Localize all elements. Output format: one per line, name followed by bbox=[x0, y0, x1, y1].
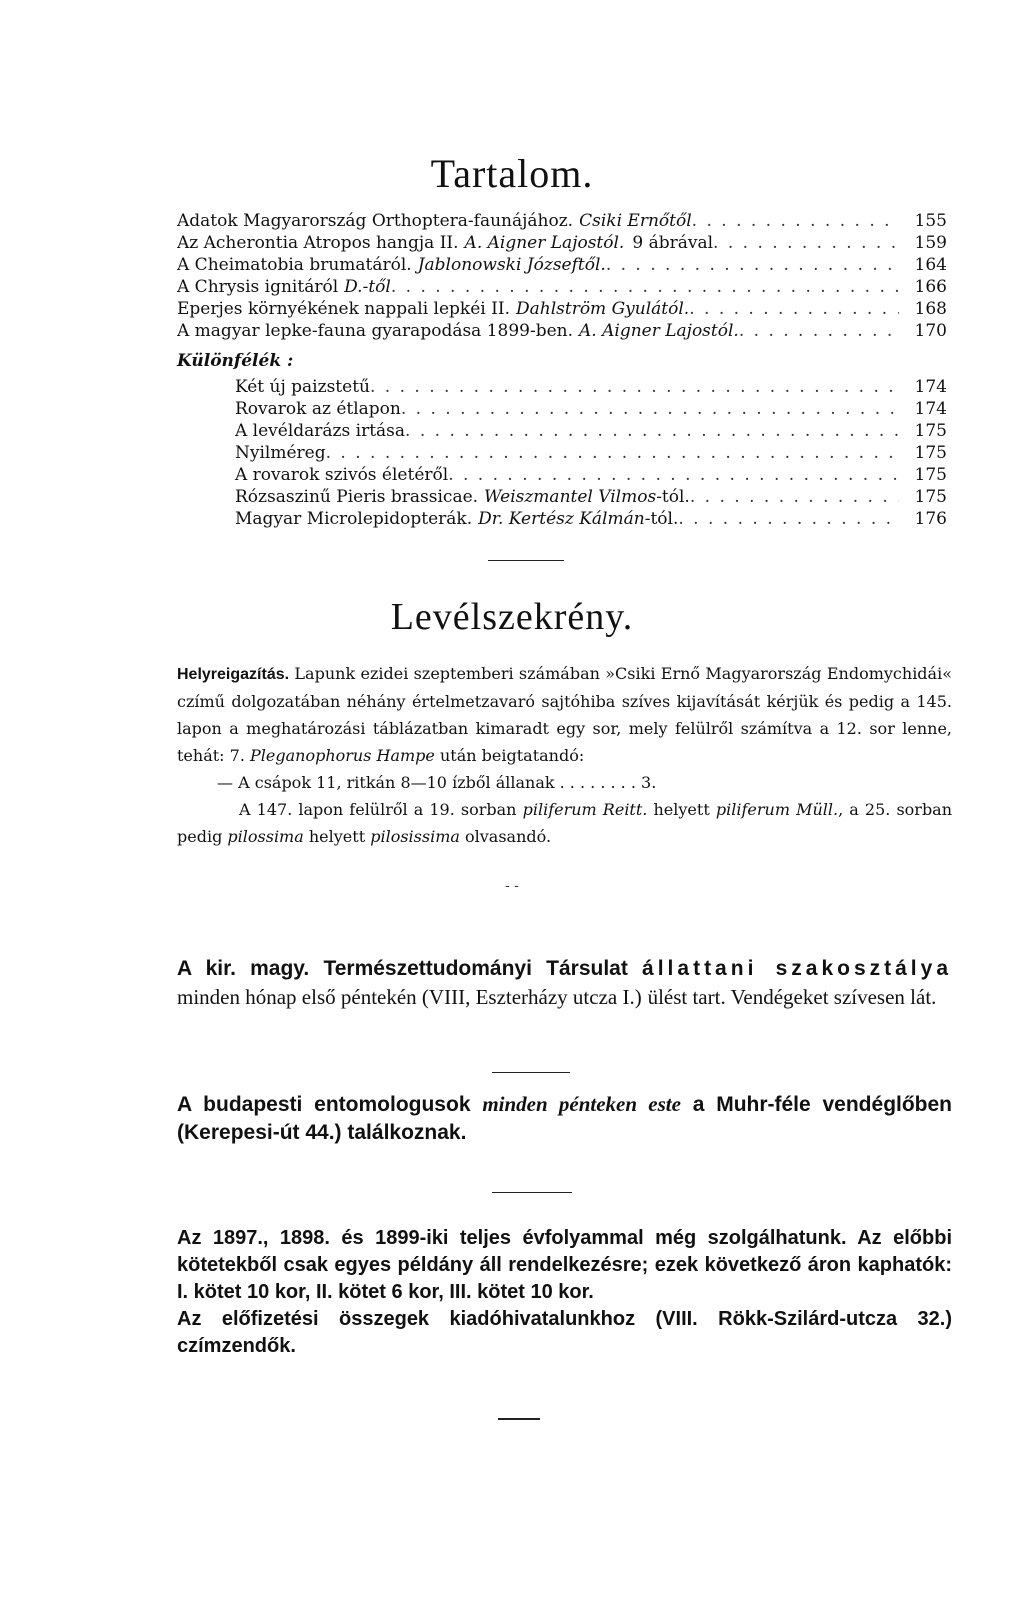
leader-dots bbox=[391, 276, 899, 298]
leader-dots bbox=[401, 398, 899, 420]
toc-page-number: 166 bbox=[914, 277, 947, 297]
toc-entry-title: Adatok Magyarország Orthoptera-faunájához. bbox=[177, 211, 574, 231]
society-notice bbox=[177, 955, 952, 1012]
meeting-notice bbox=[177, 1090, 952, 1147]
toc-entry bbox=[177, 276, 947, 298]
toc-entry bbox=[177, 320, 947, 342]
toc-sub-entry bbox=[177, 398, 947, 420]
species-name: Pleganophorus Hampe bbox=[250, 746, 435, 765]
toc-sub-entry bbox=[177, 376, 947, 398]
species-term: pilossima bbox=[227, 827, 304, 846]
toc-page-number: 174 bbox=[914, 399, 947, 419]
toc-entry-author: A. Aigner Lajostól. bbox=[464, 233, 625, 253]
correction-text: után beigtatandó: bbox=[439, 746, 585, 765]
correction-text: A 147. lapon felülről a 19. sorban bbox=[239, 800, 517, 819]
species-term: piliferum Müll. bbox=[715, 800, 839, 819]
species-term: pilosissima bbox=[370, 827, 460, 846]
toc-page-number: 175 bbox=[914, 465, 947, 485]
meeting-text: a Muhr-féle vendéglőben (Kerepesi-út 44.) találkoznak. bbox=[177, 1093, 953, 1144]
volumes-notice bbox=[177, 1225, 952, 1360]
toc-sub-entry-title: Rózsaszinű Pieris brassicae. bbox=[235, 487, 479, 507]
society-section: állattani szakosztálya bbox=[642, 957, 953, 980]
meeting-text: A budapesti entomologusok bbox=[177, 1093, 471, 1116]
toc-page-number: 175 bbox=[914, 443, 947, 463]
toc-sub-entry-title: Rovarok az étlapon bbox=[235, 399, 401, 419]
toc-page-number: 155 bbox=[914, 211, 947, 231]
toc-sub-entry-title: Nyilméreg bbox=[235, 443, 326, 463]
correction-text: helyett bbox=[653, 800, 710, 819]
correction-notice bbox=[177, 660, 952, 850]
divider: - - bbox=[505, 878, 519, 894]
toc-sub-entry bbox=[177, 508, 947, 530]
leader-dots bbox=[606, 254, 899, 276]
toc-entry-author: Dahlström Gyulától. bbox=[515, 299, 690, 319]
leader-dots bbox=[448, 464, 899, 486]
toc-entry-author: Dr. Kertész Kálmán bbox=[478, 509, 645, 529]
toc-entry-author: Weiszmantel Vilmos bbox=[484, 487, 657, 507]
toc-entry-title: A Cheimatobia brumatáról. bbox=[177, 255, 412, 275]
divider bbox=[488, 560, 564, 561]
toc-entry bbox=[177, 210, 947, 232]
toc-sub-entry-title: Magyar Microlepidopterák. bbox=[235, 509, 473, 529]
correction-text: olvasandó. bbox=[465, 827, 552, 846]
toc-sub-entry bbox=[177, 442, 947, 464]
society-invite: ülést tart. Vendégeket szívesen lát. bbox=[647, 985, 937, 1009]
species-term: piliferum Reitt. bbox=[522, 800, 648, 819]
volumes-text: Az 1897., 1898. és 1899-iki teljes évfolyammal még szolgálhatunk. Az előbbi kötetekből csak egyes példány áll rendelkezésre; ezek következő áron kaphatók: I. kötet 10 kor, II. kötet 6 kor, III. kötet 10 kor. bbox=[177, 1227, 952, 1303]
toc-sub-entry bbox=[177, 420, 947, 442]
contents-title: Tartalom. bbox=[430, 151, 594, 196]
toc-entry bbox=[177, 254, 947, 276]
toc-entry-suffix: -tól. bbox=[644, 509, 679, 529]
subscription-text: Az előfizetési összegek kiadóhivatalunkhoz (VIII. Rökk-Szilárd-utcza 32.) czímzendők. bbox=[177, 1308, 952, 1357]
toc-page-number: 175 bbox=[914, 487, 947, 507]
toc-entry-title: A Chrysis ignitáról bbox=[177, 277, 339, 297]
toc-page-number: 174 bbox=[914, 377, 947, 397]
toc-entry bbox=[177, 232, 947, 254]
table-of-contents bbox=[177, 210, 947, 530]
toc-entry-author: A. Aigner Lajostól. bbox=[579, 321, 739, 341]
toc-entry bbox=[177, 298, 947, 320]
toc-entry-author: Csiki Ernőtől bbox=[579, 211, 692, 231]
leader-dots bbox=[689, 298, 899, 320]
divider bbox=[492, 1072, 570, 1073]
leader-dots bbox=[690, 486, 899, 508]
leader-dots bbox=[370, 376, 899, 398]
correction-paragraph bbox=[177, 796, 952, 850]
divider bbox=[498, 1418, 540, 1420]
divider bbox=[492, 1192, 572, 1193]
toc-entry-suffix: -tól. bbox=[656, 487, 690, 507]
toc-entry-title: A magyar lepke-fauna gyarapodása 1899-ben. bbox=[177, 321, 574, 341]
leader-dots bbox=[326, 442, 899, 464]
correction-quote: — A csápok 11, ritkán 8—10 ízből állanak . . . . . . . . 3. bbox=[217, 773, 657, 792]
letters-title: Levélszekrény. bbox=[390, 596, 634, 638]
toc-sub-entry-title: A rovarok szivós életéről bbox=[235, 465, 449, 485]
toc-page-number: 168 bbox=[914, 299, 947, 319]
toc-sub-entry bbox=[177, 486, 947, 508]
toc-sub-entry bbox=[177, 464, 947, 486]
toc-entry-title: Eperjes környékének nappali lepkéi II. bbox=[177, 299, 510, 319]
toc-entry-author: D.-től bbox=[344, 277, 391, 297]
toc-page-number: 164 bbox=[914, 255, 947, 275]
toc-page-number: 170 bbox=[914, 321, 947, 341]
toc-entry-author: Jablonowski Józseftől. bbox=[417, 255, 606, 275]
society-name: A kir. magy. Természettudományi Társulat bbox=[177, 957, 628, 980]
toc-page-number: 159 bbox=[914, 233, 947, 253]
toc-page-number: 176 bbox=[914, 509, 947, 529]
section-heading: Különfélék : bbox=[177, 351, 294, 371]
correction-text: helyett bbox=[308, 827, 366, 846]
leader-dots bbox=[405, 420, 899, 442]
society-schedule: minden hónap első péntekén (VIII, Eszterházy utcza I.) bbox=[177, 985, 642, 1009]
toc-sub-entry-title: Két új paizstetű bbox=[235, 377, 370, 397]
toc-entry-title: Az Acherontia Atropos hangja II. bbox=[177, 233, 459, 253]
leader-dots bbox=[739, 320, 899, 342]
leader-dots bbox=[713, 232, 899, 254]
correction-text: , a 25. sorban pedig bbox=[177, 800, 953, 846]
toc-page-number: 175 bbox=[914, 421, 947, 441]
toc-entry-extra: 9 ábrával bbox=[632, 233, 714, 253]
correction-paragraph bbox=[177, 660, 952, 769]
leader-dots bbox=[678, 508, 899, 530]
meeting-emphasis: minden pénteken este bbox=[482, 1092, 681, 1116]
correction-text: Lapunk ezidei szeptemberi számában »Csiki Ernő Magyarország Endomychidái« czímű dolgozatában néhány értelmetzavaró sajtóhiba szíves kijavítását kérjük és pedig a 145. lapon a meghatározási táblázatban kimaradt egy sor, mely felülről számítva a 12. sor lenne, tehát: 7. bbox=[177, 664, 952, 765]
leader-dots bbox=[692, 210, 899, 232]
correction-lead: Helyreigazítás. bbox=[177, 666, 290, 683]
toc-sub-entry-title: A levéldarázs irtása bbox=[235, 421, 406, 441]
